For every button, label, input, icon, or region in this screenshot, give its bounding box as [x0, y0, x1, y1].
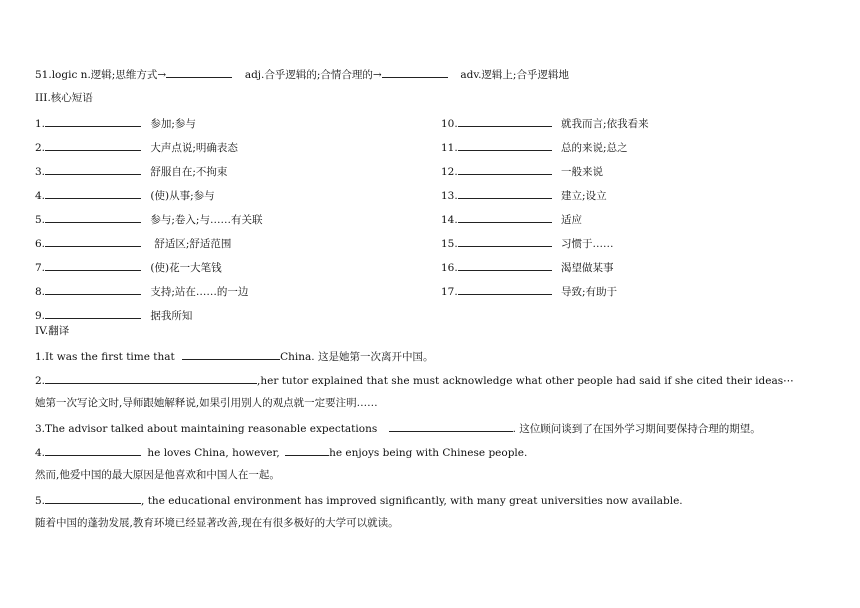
item-meaning: (使)花一大笔钱	[150, 262, 222, 274]
q1-blank[interactable]	[182, 348, 280, 360]
phrase-item	[441, 235, 614, 251]
phrase-blank[interactable]	[45, 211, 141, 223]
item-number: 1.	[35, 118, 46, 130]
phrase-blank[interactable]	[458, 211, 552, 223]
phrase-item	[35, 115, 196, 131]
item-meaning: 舒服自在;不拘束	[150, 166, 228, 178]
phrase-blank[interactable]	[45, 163, 141, 175]
q5-prefix: 5.	[35, 495, 46, 507]
item-number: 14.	[441, 214, 458, 226]
q4-prefix: 4.	[35, 447, 46, 459]
vocab-mid: adj.合乎逻辑的;合情合理的→	[244, 69, 382, 81]
item-meaning: 就我而言;依我看来	[561, 118, 649, 130]
item-number: 6.	[35, 238, 46, 250]
phrase-item	[441, 187, 607, 203]
item-meaning: 适应	[561, 214, 583, 226]
phrase-item	[35, 259, 222, 275]
translation-q4	[35, 444, 527, 460]
phrase-blank[interactable]	[45, 259, 141, 271]
item-number: 12.	[441, 166, 458, 178]
q1-suffix: China. 这是她第一次离开中国。	[280, 351, 434, 363]
q3-prefix: 3.The advisor talked about maintaining reasonable expectations	[35, 423, 378, 435]
item-number: 16.	[441, 262, 458, 274]
vocab-line-51	[35, 66, 569, 82]
q4-blank-1[interactable]	[45, 444, 141, 456]
phrase-item	[441, 283, 617, 299]
phrase-blank[interactable]	[458, 259, 552, 271]
section-heading-translation: IV.翻译	[35, 325, 70, 337]
phrase-blank[interactable]	[45, 139, 141, 151]
q4-suffix: he enjoys being with Chinese people.	[329, 447, 528, 459]
item-number: 13.	[441, 190, 458, 202]
phrase-blank[interactable]	[458, 163, 552, 175]
translation-q2	[35, 372, 794, 388]
translation-q1	[35, 348, 433, 364]
item-number: 5.	[35, 214, 46, 226]
q5-blank[interactable]	[45, 492, 141, 504]
phrase-item	[441, 139, 628, 155]
item-meaning: 参加;参与	[150, 118, 196, 130]
phrase-blank[interactable]	[45, 187, 141, 199]
item-meaning: 一般来说	[561, 166, 604, 178]
phrase-blank[interactable]	[458, 139, 552, 151]
q4-blank-2[interactable]	[285, 444, 329, 456]
item-number: 4.	[35, 190, 46, 202]
phrase-item	[441, 163, 603, 179]
phrase-blank[interactable]	[458, 283, 552, 295]
q5-translation: 随着中国的蓬勃发展,教育环境已经显著改善,现在有很多极好的大学可以就读。	[35, 517, 399, 529]
item-number: 3.	[35, 166, 46, 178]
q3-blank[interactable]	[389, 420, 513, 432]
item-meaning: 习惯于……	[561, 238, 614, 250]
item-number: 17.	[441, 286, 458, 298]
item-meaning: 建立;设立	[561, 190, 607, 202]
q4-translation: 然而,他爱中国的最大原因是他喜欢和中国人在一起。	[35, 469, 280, 481]
phrase-blank[interactable]	[458, 235, 552, 247]
phrase-item	[35, 307, 192, 323]
phrase-item	[441, 259, 614, 275]
q5-suffix: , the educational environment has improved significantly, with many great universities now available.	[141, 495, 683, 507]
phrase-item	[35, 139, 238, 155]
item-number: 8.	[35, 286, 46, 298]
item-number: 9.	[35, 310, 46, 322]
item-number: 7.	[35, 262, 46, 274]
phrase-blank[interactable]	[45, 115, 141, 127]
item-number: 11.	[441, 142, 458, 154]
q4-middle: he loves China, however,	[147, 447, 280, 459]
item-meaning: 大声点说;明确表态	[150, 142, 238, 154]
vocab-blank-adv[interactable]	[382, 66, 448, 78]
item-meaning: 渴望做某事	[561, 262, 614, 274]
phrase-blank[interactable]	[45, 283, 141, 295]
item-meaning: 总的来说;总之	[561, 142, 628, 154]
phrase-blank[interactable]	[458, 187, 552, 199]
item-meaning: 舒适区;舒适范围	[154, 238, 232, 250]
item-meaning: 据我所知	[150, 310, 193, 322]
q2-translation: 她第一次写论文时,导师跟她解释说,如果引用别人的观点就一定要注明……	[35, 397, 378, 409]
item-meaning: 支持;站在……的一边	[150, 286, 249, 298]
q1-prefix: 1.It was the first time that	[35, 351, 175, 363]
phrase-blank[interactable]	[45, 307, 141, 319]
translation-q3	[35, 420, 761, 436]
phrase-item	[35, 283, 248, 299]
phrase-blank[interactable]	[45, 235, 141, 247]
phrase-item	[35, 187, 215, 203]
item-meaning: (使)从事;参与	[150, 190, 215, 202]
q2-suffix: ,her tutor explained that she must acknowledge what other people had said if she cited their ideas⋯	[257, 375, 794, 387]
item-number: 15.	[441, 238, 458, 250]
phrase-item	[441, 211, 582, 227]
q2-prefix: 2.	[35, 375, 46, 387]
phrase-blank[interactable]	[458, 115, 552, 127]
translation-q5	[35, 492, 683, 508]
item-number: 10.	[441, 118, 458, 130]
item-meaning: 导致;有助于	[561, 286, 618, 298]
phrase-item	[35, 163, 227, 179]
phrase-item	[441, 115, 649, 131]
phrase-item	[35, 211, 262, 227]
phrase-item	[35, 235, 231, 251]
vocab-prefix: 51.logic n.逻辑;思维方式→	[35, 69, 167, 81]
section-heading-phrases: III.核心短语	[35, 92, 93, 104]
q2-blank[interactable]	[45, 372, 257, 384]
item-meaning: 参与;卷入;与……有关联	[150, 214, 263, 226]
q3-suffix: . 这位顾问谈到了在国外学习期间要保持合理的期望。	[512, 423, 761, 435]
item-number: 2.	[35, 142, 46, 154]
vocab-end: adv.逻辑上;合乎逻辑地	[460, 69, 569, 81]
vocab-blank-adj[interactable]	[166, 66, 232, 78]
